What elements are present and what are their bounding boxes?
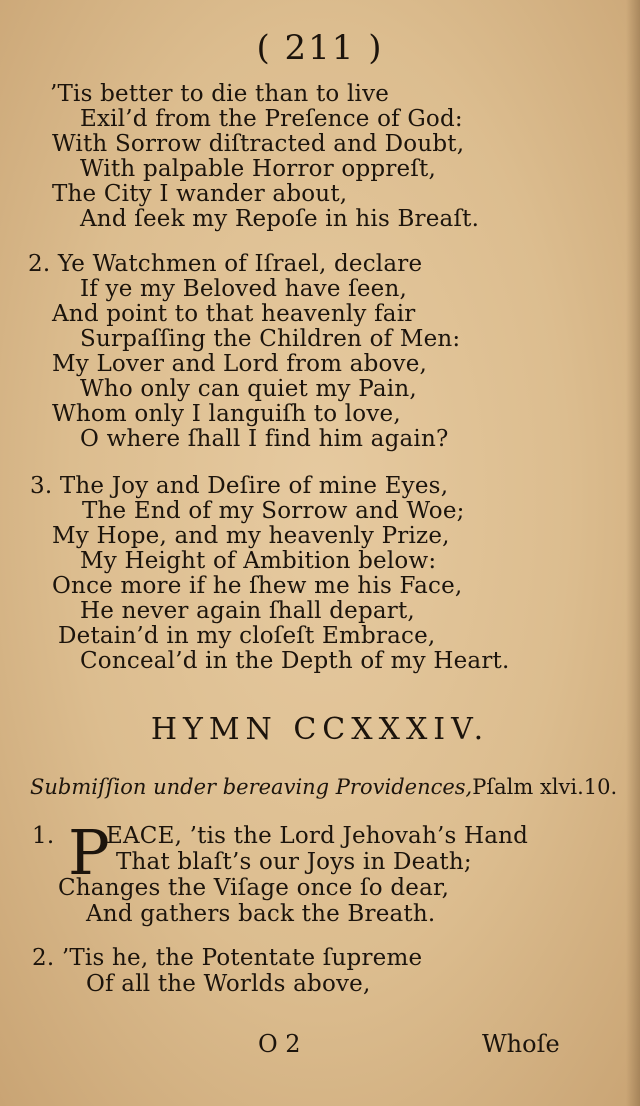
hymn-title: HYMN CCXXXIV. bbox=[150, 712, 490, 747]
verse-line: EACE, ’tis the Lord Jehovah’s Hand bbox=[106, 823, 529, 849]
verse-line: Once more if he ſhew me his Face, bbox=[52, 573, 463, 599]
stanza-number: 3. bbox=[30, 473, 53, 499]
verse-line: And ſeek my Repoſe in his Breaſt. bbox=[80, 206, 480, 232]
verse-line: Whom only I languiſh to love, bbox=[52, 401, 401, 427]
verse-line: O where ſhall I find him again? bbox=[80, 426, 449, 452]
page-edge-shadow bbox=[626, 0, 640, 1106]
catchword: Whoſe bbox=[482, 1030, 560, 1058]
stanza-number: 2. bbox=[28, 251, 51, 277]
verse-line: He never again ſhall depart, bbox=[80, 598, 415, 624]
verse-line: Exil’d from the Preſence of God: bbox=[80, 106, 463, 132]
drop-cap: P bbox=[68, 816, 110, 889]
verse-line: That blaſt’s our Joys in Death; bbox=[116, 849, 472, 875]
verse-line-numbered bbox=[28, 252, 422, 277]
verse-line: Changes the Viſage once ſo dear, bbox=[58, 875, 450, 901]
verse-line: Conceal’d in the Depth of my Heart. bbox=[80, 648, 510, 674]
subtitle-text: Submiſſion under bereaving Providences, bbox=[30, 775, 473, 799]
verse-line: Surpaſſing the Children of Men: bbox=[80, 326, 461, 352]
verse-line: The City I wander about, bbox=[52, 181, 348, 207]
hymn-subtitle bbox=[30, 775, 617, 799]
verse-line: Who only can quiet my Pain, bbox=[80, 376, 417, 402]
verse-line: My Lover and Lord from above, bbox=[52, 351, 428, 377]
verse-line: With Sorrow diſtracted and Doubt, bbox=[52, 131, 465, 157]
verse-line: Of all the Worlds above, bbox=[86, 971, 371, 997]
verse-line: Detain’d in my cloſeſt Embrace, bbox=[58, 623, 436, 649]
verse-line: With palpable Horror oppreſt, bbox=[80, 156, 436, 182]
stanza-number: 2. bbox=[32, 945, 55, 971]
verse-line: If ye my Beloved have ſeen, bbox=[80, 276, 407, 302]
verse-line: And point to that heavenly fair bbox=[52, 301, 416, 327]
stanza-number: 1. bbox=[32, 823, 55, 849]
verse-line-numbered bbox=[30, 474, 448, 499]
verse-text: ’Tis he, the Potentate ſupreme bbox=[61, 945, 423, 971]
verse-line-numbered bbox=[32, 946, 422, 971]
verse-line: And gathers back the Breath. bbox=[86, 901, 436, 927]
page-number-header: ( 211 ) bbox=[256, 28, 384, 68]
verse-line: My Hope, and my heavenly Prize, bbox=[52, 523, 450, 549]
verse-line: My Height of Ambition below: bbox=[80, 548, 437, 574]
verse-text: Ye Watchmen of Iſrael, declare bbox=[57, 251, 423, 277]
signature-mark: O 2 bbox=[258, 1030, 301, 1058]
verse-text: The Joy and Deſire of mine Eyes, bbox=[59, 473, 449, 499]
scripture-reference: Pſalm xlvi.10. bbox=[472, 775, 618, 799]
verse-line: The End of my Sorrow and Woe; bbox=[82, 498, 465, 524]
verse-line: ’Tis better to die than to live bbox=[50, 81, 390, 107]
